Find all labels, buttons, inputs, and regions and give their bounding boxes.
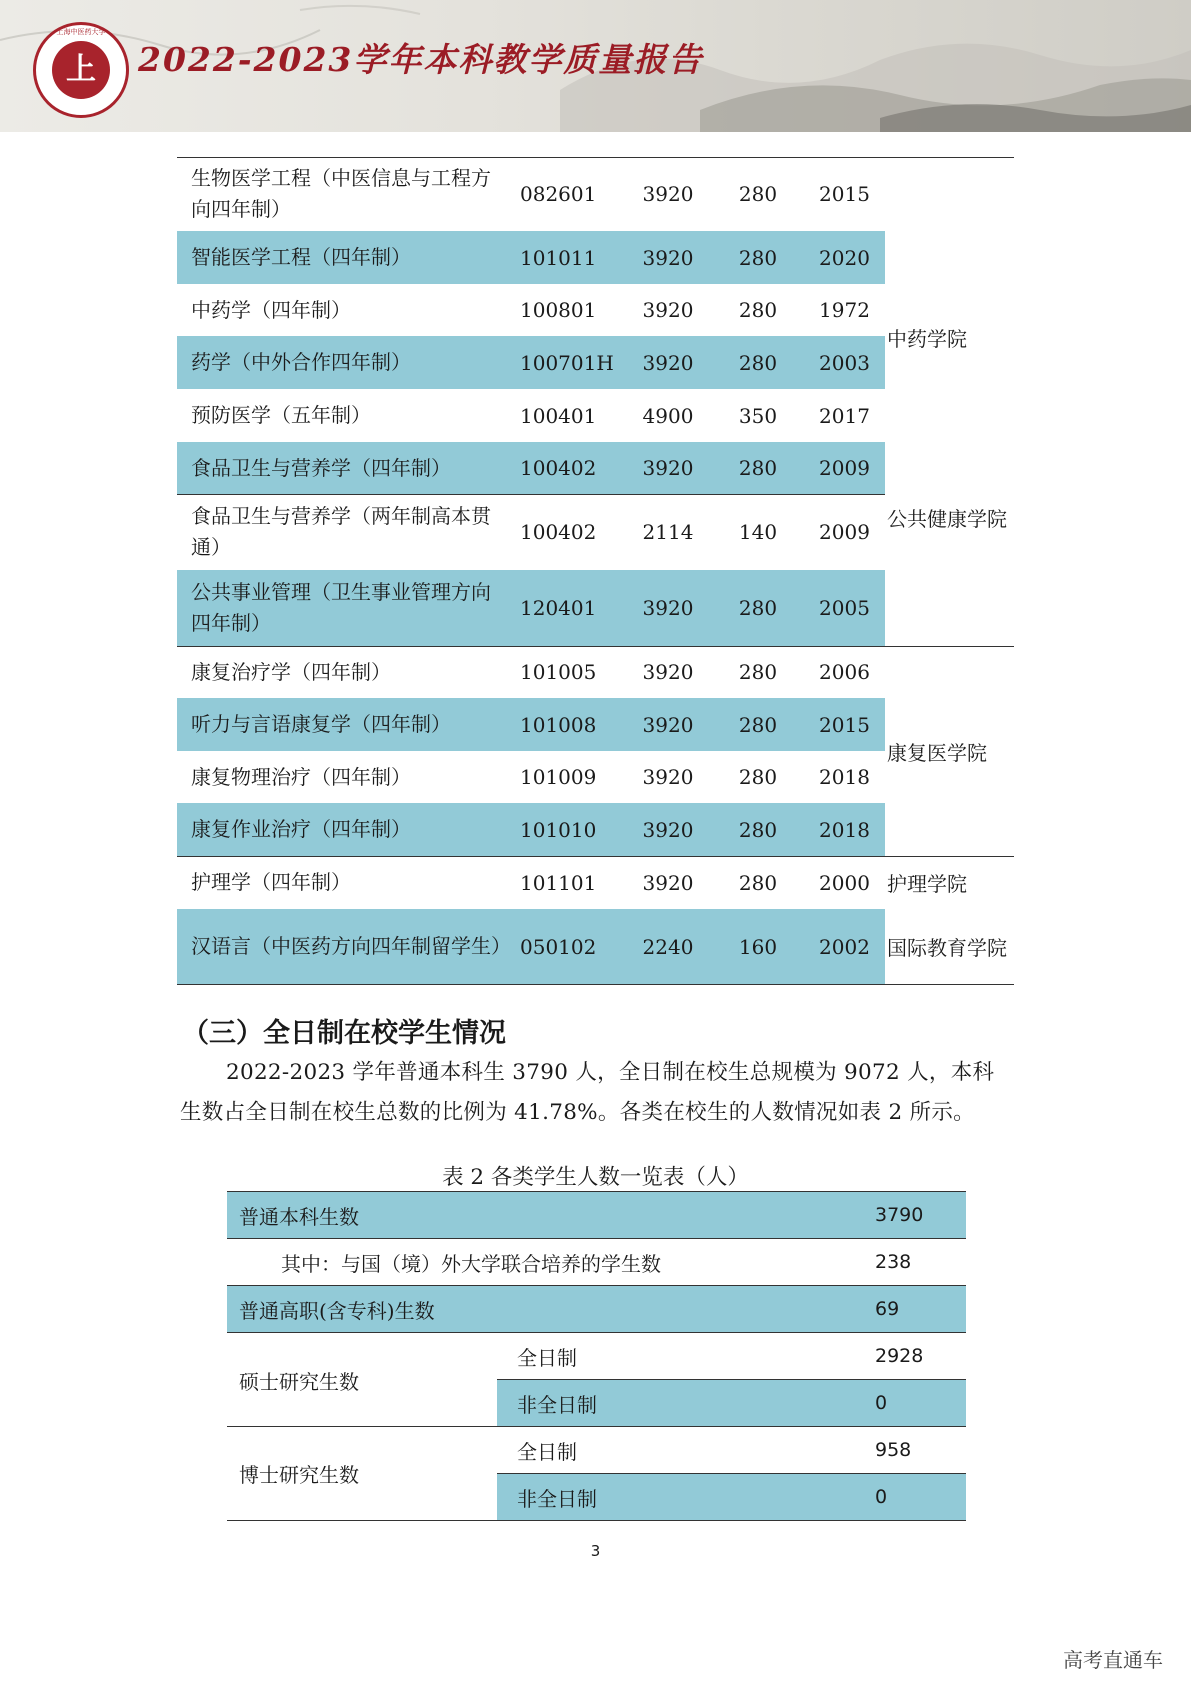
major-year: 2009 xyxy=(819,456,870,480)
major-year: 2018 xyxy=(819,817,870,842)
major-name: 康复作业治疗（四年制） xyxy=(191,817,411,841)
table-rule xyxy=(177,157,1014,158)
row-label: 非全日制 xyxy=(517,1486,597,1511)
table-rule xyxy=(177,646,1014,647)
major-code: 100402 xyxy=(520,456,597,480)
major-credits: 3920 xyxy=(642,712,694,737)
row-value: 0 xyxy=(875,1392,888,1414)
major-year: 2015 xyxy=(819,182,870,206)
table-row xyxy=(497,1474,966,1520)
row-value: 69 xyxy=(875,1298,900,1320)
table-row xyxy=(177,389,885,442)
row-label: 全日制 xyxy=(517,1439,577,1464)
major-year: 2006 xyxy=(819,660,870,684)
university-logo xyxy=(33,22,129,118)
table-row xyxy=(177,284,885,336)
major-code: 101008 xyxy=(520,712,597,737)
major-credits: 3920 xyxy=(642,298,694,322)
major-year: 1972 xyxy=(819,298,870,322)
table-rule xyxy=(227,1520,966,1521)
table-row xyxy=(177,751,885,803)
row-value: 3790 xyxy=(875,1204,924,1226)
logo-emblem: 上 xyxy=(52,41,110,99)
major-code: 101010 xyxy=(520,817,597,842)
table-row xyxy=(177,231,885,284)
row-label: 全日制 xyxy=(517,1345,577,1370)
row-value: 0 xyxy=(875,1486,888,1508)
major-year: 2003 xyxy=(819,350,870,375)
table-row xyxy=(497,1380,966,1426)
major-credits: 3920 xyxy=(642,817,694,842)
master-label: 硕士研究生数 xyxy=(239,1370,359,1394)
major-year: 2017 xyxy=(819,403,870,428)
major-year: 2002 xyxy=(819,934,870,959)
section-title: （三）全日制在校学生情况 xyxy=(182,1018,506,1049)
table-row xyxy=(497,1333,966,1379)
major-code: 050102 xyxy=(520,934,597,959)
major-code: 120401 xyxy=(520,596,597,620)
major-code: 100402 xyxy=(520,520,597,544)
major-name: 护理学（四年制） xyxy=(191,870,351,894)
major-code: 100701H xyxy=(520,350,614,375)
major-code: 082601 xyxy=(520,182,597,206)
major-name: 听力与言语康复学（四年制） xyxy=(191,712,451,736)
table-rule xyxy=(177,494,885,495)
dept-nursing: 护理学院 xyxy=(887,872,967,896)
dept-pharmacy: 中药学院 xyxy=(887,327,967,351)
major-name: 康复物理治疗（四年制） xyxy=(191,764,411,789)
row-value: 2928 xyxy=(875,1345,924,1367)
page-header-banner xyxy=(0,0,1191,132)
major-name: 预防医学（五年制） xyxy=(191,403,371,427)
major-year: 2005 xyxy=(819,596,870,620)
table-rule xyxy=(177,856,1014,857)
row-value: 958 xyxy=(875,1439,912,1461)
major-name: 食品卫生与营养学（两年制高本贯通） xyxy=(191,504,491,559)
major-hours: 140 xyxy=(738,520,778,544)
major-name: 汉语言（中医药方向四年制留学生） xyxy=(191,934,511,958)
major-hours: 280 xyxy=(738,596,778,620)
major-name: 康复治疗学（四年制） xyxy=(191,659,391,684)
section-paragraph xyxy=(180,1053,1010,1133)
major-hours: 280 xyxy=(738,350,778,375)
major-credits: 3920 xyxy=(642,182,694,206)
page-number: 3 xyxy=(590,1542,601,1560)
table-row xyxy=(177,909,885,984)
major-name: 智能医学工程（四年制） xyxy=(191,245,411,269)
major-credits: 3920 xyxy=(642,350,694,375)
table-row xyxy=(177,570,885,646)
major-code: 101011 xyxy=(520,245,597,270)
major-year: 2018 xyxy=(819,765,870,789)
major-name: 药学（中外合作四年制） xyxy=(191,350,411,374)
major-credits: 3920 xyxy=(642,870,694,895)
row-label: 其中：与国（境）外大学联合培养的学生数 xyxy=(281,1251,661,1276)
major-hours: 280 xyxy=(738,712,778,737)
phd-label: 博士研究生数 xyxy=(239,1463,359,1487)
table-row xyxy=(177,336,885,389)
table-rule xyxy=(177,984,1014,985)
major-hours: 280 xyxy=(738,660,778,684)
major-credits: 2114 xyxy=(642,520,694,544)
major-hours: 280 xyxy=(738,245,778,270)
major-name: 食品卫生与营养学（四年制） xyxy=(191,455,451,480)
table-row xyxy=(227,1239,966,1285)
major-credits: 3920 xyxy=(642,596,694,620)
major-credits: 3920 xyxy=(642,765,694,789)
major-code: 101005 xyxy=(520,660,597,684)
major-hours: 280 xyxy=(738,870,778,895)
major-year: 2020 xyxy=(819,245,870,270)
major-credits: 3920 xyxy=(642,245,694,270)
row-value: 238 xyxy=(875,1251,912,1273)
table-row xyxy=(497,1427,966,1473)
table-row xyxy=(177,157,885,231)
major-credits: 4900 xyxy=(642,403,694,428)
major-hours: 350 xyxy=(738,403,778,428)
dept-public-health: 公共健康学院 xyxy=(887,507,1007,531)
row-label: 普通本科生数 xyxy=(239,1204,359,1229)
major-credits: 3920 xyxy=(642,660,694,684)
major-hours: 280 xyxy=(738,182,778,206)
table-row xyxy=(177,646,885,698)
major-hours: 160 xyxy=(738,934,778,959)
major-name: 生物医学工程（中医信息与工程方向四年制） xyxy=(191,166,491,221)
table-row xyxy=(177,698,885,751)
report-title: 2022-2023学年本科教学质量报告 xyxy=(138,40,704,79)
table2-caption: 表 2 各类学生人数一览表（人） xyxy=(442,1165,749,1190)
major-code: 101101 xyxy=(520,870,597,895)
major-hours: 280 xyxy=(738,456,778,480)
table-row xyxy=(177,494,885,570)
table-row xyxy=(227,1192,966,1238)
table-row xyxy=(177,442,885,494)
major-code: 100801 xyxy=(520,298,597,322)
major-name: 公共事业管理（卫生事业管理方向四年制） xyxy=(191,580,491,635)
section-paragraph-text: 2022-2023 学年普通本科生 3790 人，全日制在校生总规模为 9072 人，本科生数占全日制在校生总数的比例为 41.78%。各类在校生的人数情况如表 2 所示。 xyxy=(180,1060,995,1125)
dept-intl: 国际教育学院 xyxy=(887,936,1007,960)
table-row xyxy=(177,803,885,856)
table-row xyxy=(227,1286,966,1332)
major-hours: 280 xyxy=(738,298,778,322)
table-row xyxy=(177,856,885,909)
major-code: 100401 xyxy=(520,403,597,428)
dept-rehab: 康复医学院 xyxy=(887,741,987,765)
major-credits: 2240 xyxy=(642,934,694,959)
major-year: 2000 xyxy=(819,870,870,895)
row-label: 普通高职(含专科)生数 xyxy=(239,1298,435,1323)
watermark: 高考直通车 xyxy=(1063,1648,1163,1672)
major-code: 101009 xyxy=(520,765,597,789)
major-credits: 3920 xyxy=(642,456,694,480)
major-name: 中药学（四年制） xyxy=(191,297,351,322)
major-year: 2015 xyxy=(819,712,870,737)
row-label: 非全日制 xyxy=(517,1392,597,1417)
logo-ring-text: 上海中医药大学 xyxy=(56,28,106,36)
major-hours: 280 xyxy=(738,817,778,842)
major-year: 2009 xyxy=(819,520,870,544)
major-hours: 280 xyxy=(738,765,778,789)
